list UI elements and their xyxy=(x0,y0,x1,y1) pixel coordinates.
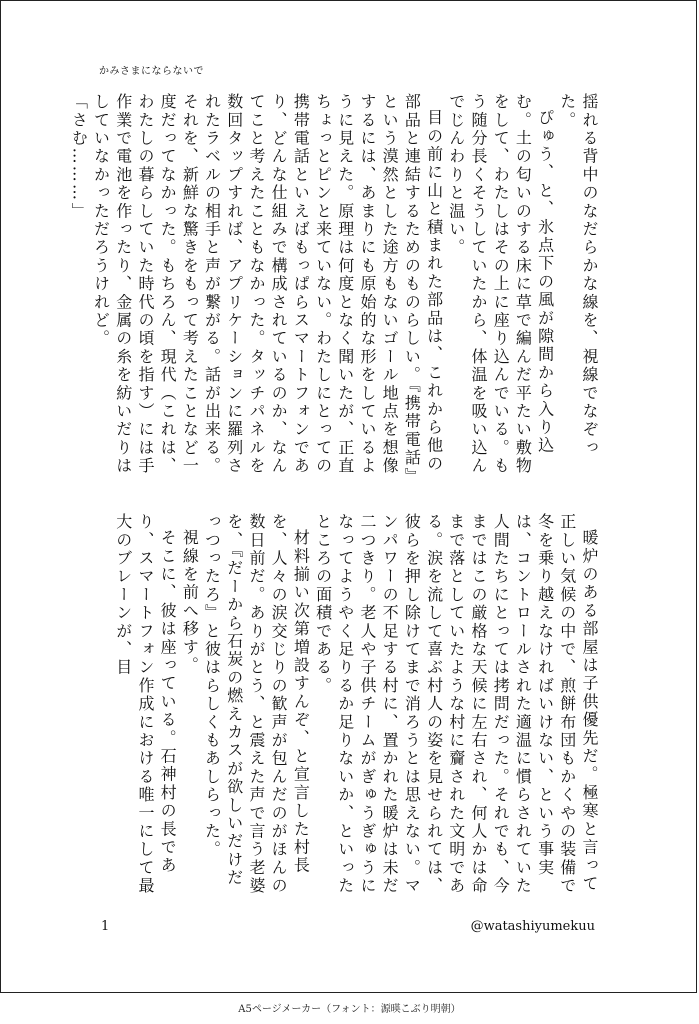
paragraph: 視線を前へ移す。 xyxy=(180,529,200,675)
generator-caption: A5ページメーカー（フォント：源暎こぶり明朝） xyxy=(238,1004,461,1015)
paragraph: ぴゅう、と、氷点下の風が隙間から入り込む。土の匂いのする床に草で編んだ平たい敷物をして、わたしはその上に座り込んでいる。もう随分長くそうしていたから、体温を吸い込んでじんわりと温い。 xyxy=(446,93,555,476)
lower-text-block xyxy=(112,513,600,899)
page-number: 1 xyxy=(101,919,110,934)
paragraph: 暖炉のある部屋は子供優先だ。極寒と言って正しい気候の中で、煎餅布団もかくやの装備で冬を乗り越えなければいけない、という事実は、コントロールされた適温に慣らされていた人間たちにとっては拷問だった。それでも、今まではこの厳格な天候に左右され、何人かは命まで落としていたような村に齎された文明である。涙を流して喜ぶ村人の姿を見せられては、彼らを押し除けてまで消ろうとは思えない。マンパワーの不足する村に、置かれた暖炉は未だ二つきり。老人や子供チームがぎゅうぎゅうになってようやく足りるか足りないか、といったところの面積である。 xyxy=(313,513,599,896)
paragraph: 目の前に山と積まれた部品は、これから他の部品と連結するためのものらしい。『携帯電話』という漠然とした途方もないゴール地点を想像するには、あまりにも原始的な形をしているように見えた。原理は何度となく聞いたが、正直ちょっとピンと来ていない。わたしにとっての携帯電話といえばもっぱらスマートフォンであり、どんな仕組みで構成されているのか、なんてこと考えたこともなかった。タッチパネルを数回タップすれば、アプリケーションに羅列されたラベルの相手と声が繋がる。話が出来る。それを、新鮮な驚きをもって考えたことなど一度だってなかった。もちろん、現代（これは、わたしの暮らしていた時代の頃を指す）には手作業で電池を作ったり、金属の糸を紡いだりはしていなかっただろうけれど。 xyxy=(91,93,444,478)
paragraph: 揺れる背中のなだらかな線を、視線でなぞった。 xyxy=(557,93,599,457)
paragraph: そこに、彼は座っている。石神村の長であり、スマートフォン作成における唯一にして最大のブレーンが、目 xyxy=(113,513,178,896)
paragraph: 材料揃い次第増設すんぞ、と宣言した村長を、人々の涙交じりの歓声が包んだのがほんの数日前だ。ありがとう、と震えた声で言う老婆を、『だーから石炭の燃えカスが欲しいだけだっつったろ』と彼はらしくもあしらった。 xyxy=(202,513,311,896)
running-header-title: かみさまにならないで xyxy=(99,66,204,77)
dialogue-line: 「さむ………」 xyxy=(69,93,89,221)
upper-text-block xyxy=(67,93,600,479)
author-handle: @watashiyumekuu xyxy=(470,919,595,934)
